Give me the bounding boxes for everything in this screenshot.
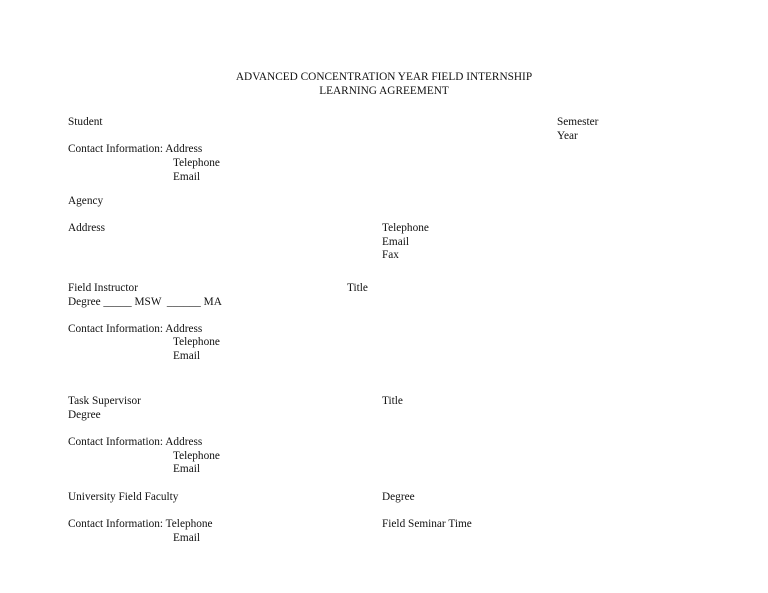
field-instructor-email-label: Email — [173, 350, 200, 362]
field-seminar-time-label: Field Seminar Time — [382, 518, 472, 530]
document-title: ADVANCED CONCENTRATION YEAR FIELD INTERNSHIP — [235, 71, 533, 83]
year-label: Year — [557, 130, 578, 142]
university-field-faculty-label: University Field Faculty — [68, 491, 179, 503]
task-supervisor-degree-label: Degree — [68, 409, 101, 421]
student-telephone-label: Telephone — [173, 157, 220, 169]
agency-telephone-label: Telephone — [382, 222, 429, 234]
field-instructor-title-label: Title — [347, 282, 368, 294]
field-instructor-contact-address-label: Contact Information: Address — [68, 323, 203, 335]
student-label: Student — [68, 116, 103, 128]
field-instructor-telephone-label: Telephone — [173, 336, 220, 348]
task-supervisor-contact-address-label: Contact Information: Address — [68, 436, 203, 448]
document-subtitle: LEARNING AGREEMENT — [319, 85, 449, 97]
agency-fax-label: Fax — [382, 249, 399, 261]
field-instructor-label: Field Instructor — [68, 282, 138, 294]
task-supervisor-title-label: Title — [382, 395, 403, 407]
student-email-label: Email — [173, 171, 200, 183]
agency-label: Agency — [68, 195, 104, 207]
field-instructor-degree-line: Degree _____ MSW ______ MA — [68, 296, 222, 308]
task-supervisor-telephone-label: Telephone — [173, 450, 220, 462]
student-contact-address-label: Contact Information: Address — [68, 143, 203, 155]
agency-email-label: Email — [382, 236, 409, 248]
semester-label: Semester — [557, 116, 599, 128]
task-supervisor-email-label: Email — [173, 463, 200, 475]
university-field-faculty-email-label: Email — [173, 532, 200, 544]
university-field-faculty-contact-telephone-label: Contact Information: Telephone — [68, 518, 213, 530]
agency-address-label: Address — [68, 222, 106, 234]
task-supervisor-label: Task Supervisor — [68, 395, 141, 407]
university-field-faculty-degree-label: Degree — [382, 491, 415, 503]
